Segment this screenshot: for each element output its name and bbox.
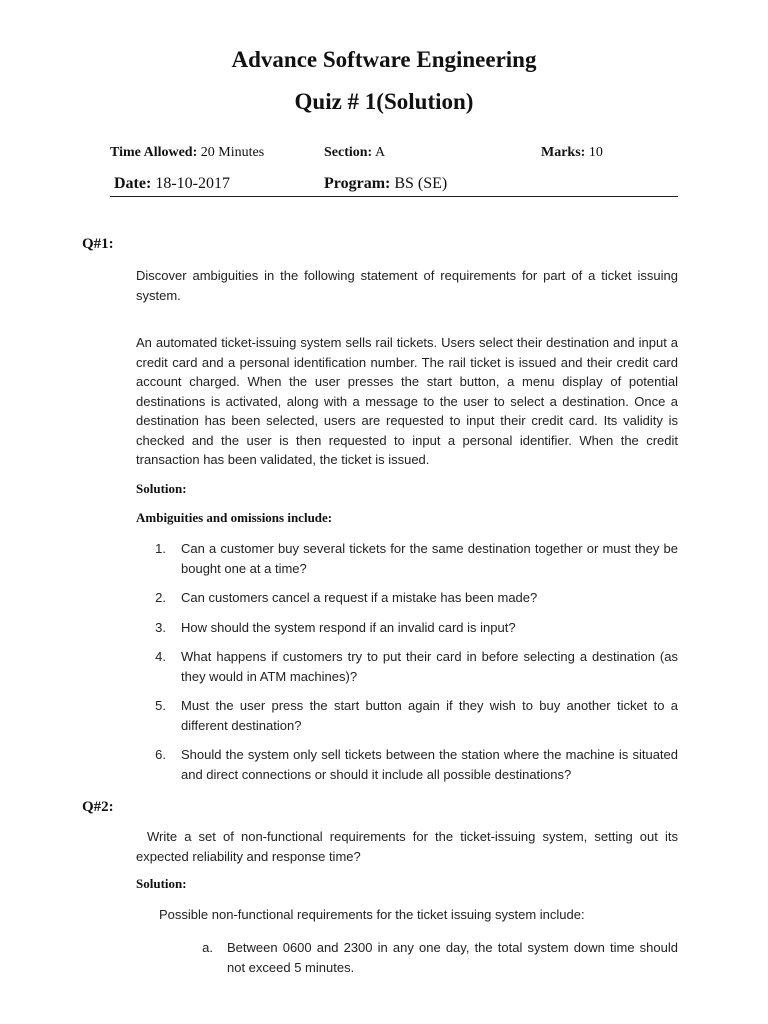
- q2-heading: Q#2:: [82, 799, 114, 815]
- q1-prompt: Discover ambiguities in the following statement of requirements for part of a ticket issuing system.: [136, 268, 678, 303]
- section-value: A: [374, 145, 386, 160]
- list-item: [144, 745, 678, 785]
- list-item: [144, 696, 678, 736]
- q2-intro: Possible non-functional requirements for the ticket issuing system include:: [159, 907, 585, 922]
- date-info: [114, 175, 230, 193]
- list-item: [144, 647, 678, 687]
- document-title: Advance Software Engineering: [231, 47, 537, 72]
- marks-value: 10: [588, 145, 603, 160]
- list-item-number: 4.: [155, 649, 166, 664]
- list-item: [144, 588, 678, 608]
- list-item-number: 6.: [155, 747, 166, 762]
- marks-label: Marks:: [541, 145, 586, 160]
- list-item-number: 5.: [155, 698, 166, 713]
- q1-statement: An automated ticket-issuing system sells rail tickets. Users select their destination and input a credit card and a personal identification number. The rail ticket is issued and their credit card account charged. When the user presses the start button, a menu display of potential destinations is activated, along with a message to the user to select a destination. Once a destination has been selected, users are requested to input their credit card. Its validity is checked and the user is then requested to input a personal identifier. When the credit transaction has been validated, the ticket is issued.: [136, 335, 678, 467]
- program-info: [324, 175, 447, 193]
- date-value: 18-10-2017: [155, 175, 230, 192]
- list-item-text: Can a customer buy several tickets for the same destination together or must they be bought one at a time?: [181, 541, 678, 576]
- program-value: BS (SE): [394, 175, 448, 192]
- list-item-text: How should the system respond if an invalid card is input?: [181, 620, 516, 635]
- time-allowed: [110, 145, 264, 161]
- list-item-number: 1.: [155, 541, 166, 556]
- q2-prompt: Write a set of non-functional requirements for the ticket-issuing system, setting out its expected reliability and response time?: [136, 829, 678, 864]
- section-label: Section:: [324, 145, 373, 160]
- document-subtitle: Quiz # 1(Solution): [294, 89, 474, 114]
- time-allowed-label: Time Allowed:: [110, 145, 198, 160]
- header-divider: [110, 196, 678, 197]
- list-item-text: Between 0600 and 2300 in any one day, the total system down time should not exceed 5 minutes.: [227, 940, 678, 975]
- time-allowed-value: 20 Minutes: [200, 145, 265, 160]
- q2-solution-label: Solution:: [136, 876, 187, 891]
- list-item: [144, 539, 678, 579]
- list-item-number: a.: [202, 940, 213, 955]
- list-item-text: Can customers cancel a request if a mistake has been made?: [181, 590, 538, 605]
- list-item-text: Should the system only sell tickets between the station where the machine is situated and direct connections or should it include all possible destinations?: [181, 747, 678, 782]
- date-label: Date:: [114, 175, 152, 192]
- list-item: [144, 618, 678, 638]
- list-item-text: What happens if customers try to put their card in before selecting a destination (as they would in ATM machines)?: [181, 649, 678, 684]
- program-label: Program:: [324, 175, 391, 192]
- list-item-number: 3.: [155, 620, 166, 635]
- q1-heading: Q#1:: [82, 236, 114, 252]
- ambiguities-label: Ambiguities and omissions include:: [136, 510, 333, 525]
- q1-solution-label: Solution:: [136, 481, 187, 496]
- list-item-text: Must the user press the start button again if they wish to buy another ticket to a different destination?: [181, 698, 678, 733]
- list-item: [190, 938, 678, 978]
- section-info: [324, 145, 385, 161]
- list-item-number: 2.: [155, 590, 166, 605]
- marks-info: [541, 145, 603, 161]
